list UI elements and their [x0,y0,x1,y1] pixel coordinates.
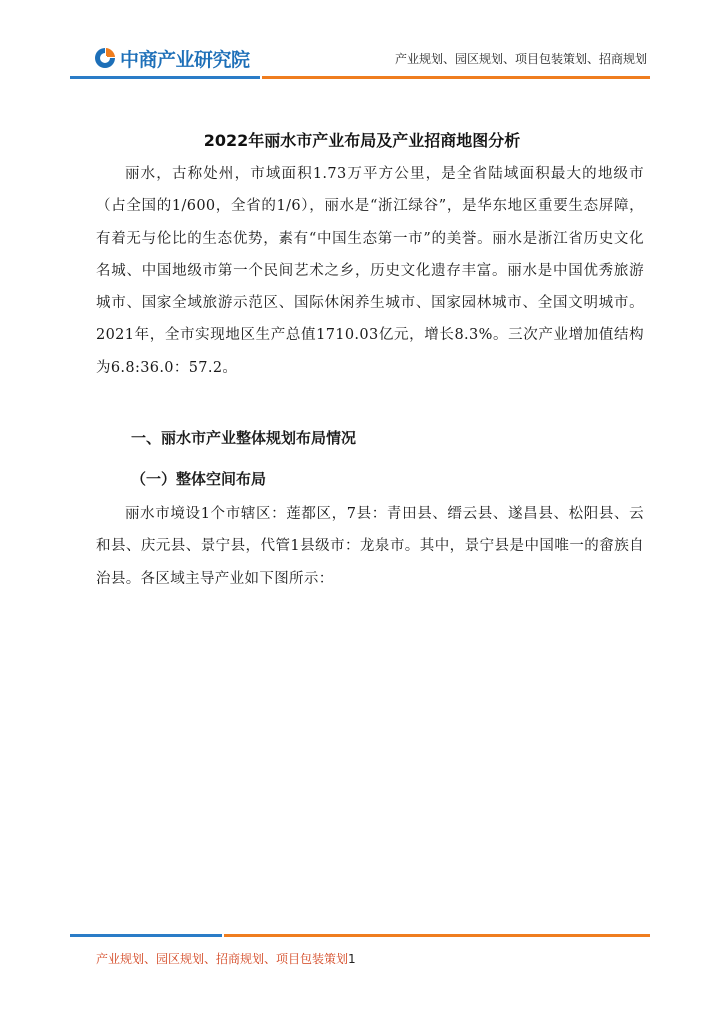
header-rule-orange [262,76,650,79]
footer-rule-blue [70,934,222,937]
page-footer [96,950,356,967]
logo-text: 中商产业研究院 [120,48,250,71]
logo-mark-icon [93,46,117,70]
intro-paragraph: 丽水，古称处州，市域面积1.73万平方公里，是全省陆域面积最大的地级市（占全国的1/600，全省的1/6），丽水是“浙江绿谷”，是华东地区重要生态屏障，有着无与伦比的生态优势，素有“中国生态第一市”的美誉。丽水是浙江省历史文化名城、中国地级市第一个民间艺术之乡，历史文化遗存丰富。丽水是中国优秀旅游城市、国家全域旅游示范区、国际休闲养生城市、国家园林城市、全国文明城市。2021年，全市实现地区生产总值1710.03亿元，增长8.3%。三次产业增加值结构为6.8:36.0：57.2。 [96,166,644,376]
company-logo [93,44,250,72]
page-number: 1 [348,952,356,966]
header-rule-blue [70,76,260,79]
footer-tagline: 产业规划、园区规划、招商规划、项目包装策划 [96,952,349,966]
header-tagline: 产业规划、园区规划、项目包装策划、招商规划 [394,52,647,66]
footer-rule-orange [224,934,650,937]
layout-paragraph: 丽水市境设1个市辖区：莲都区，7县：青田县、缙云县、遂昌县、松阳县、云和县、庆元县、景宁县，代管1县级市：龙泉市。其中，景宁县是中国唯一的畲族自治县。各区域主导产业如下图所示： [96,506,644,587]
document-title: 2022年丽水市产业布局及产业招商地图分析 [203,131,521,150]
section-heading: 一、丽水市产业整体规划布局情况 [131,429,357,447]
subsection-heading: （一）整体空间布局 [131,470,267,488]
page-header [0,0,724,80]
